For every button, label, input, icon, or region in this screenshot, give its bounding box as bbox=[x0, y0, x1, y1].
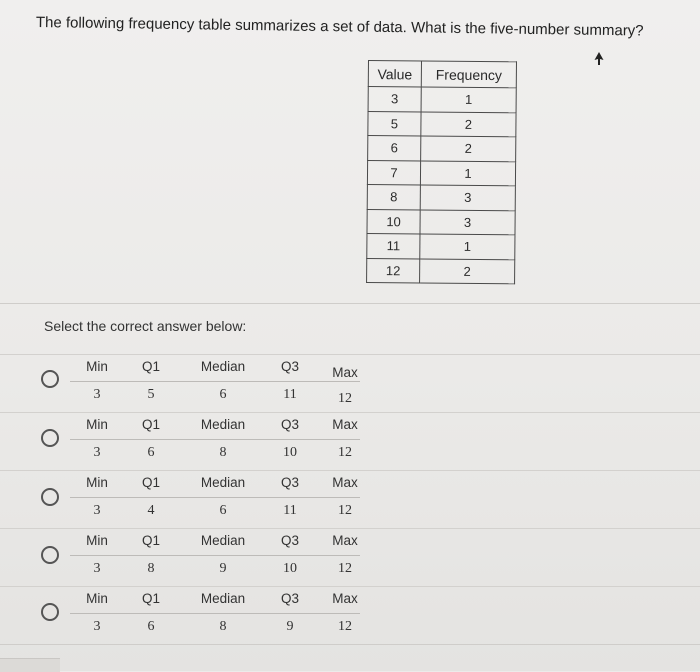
radio-button[interactable] bbox=[41, 429, 59, 447]
q1-header: Q1 bbox=[141, 359, 160, 374]
q1-header: Q1 bbox=[141, 475, 160, 490]
median-value: 6 bbox=[219, 503, 227, 518]
max-header: Max bbox=[332, 475, 358, 490]
footer-tab bbox=[0, 658, 60, 672]
value-cell: 10 bbox=[367, 209, 420, 234]
min-value: 3 bbox=[93, 387, 101, 402]
header-divider bbox=[70, 381, 360, 382]
median-header: Median bbox=[200, 591, 246, 606]
header-divider bbox=[70, 555, 360, 556]
frequency-cell: 2 bbox=[421, 136, 516, 161]
median-value: 6 bbox=[219, 387, 227, 402]
header-divider bbox=[70, 497, 360, 498]
min-header: Min bbox=[86, 591, 108, 606]
median-header: Median bbox=[200, 475, 246, 490]
frequency-cell: 3 bbox=[420, 209, 515, 234]
q3-header: Q3 bbox=[280, 533, 299, 548]
frequency-cell: 1 bbox=[420, 234, 515, 259]
option-summary-table bbox=[70, 531, 360, 583]
section-divider bbox=[0, 644, 700, 645]
max-header: Max bbox=[332, 533, 358, 548]
q3-header: Q3 bbox=[280, 359, 299, 374]
q3-value: 10 bbox=[283, 561, 297, 576]
q3-value: 11 bbox=[283, 503, 297, 518]
answer-option-4[interactable] bbox=[0, 528, 700, 586]
frequency-cell: 1 bbox=[421, 87, 516, 112]
min-header: Min bbox=[86, 417, 108, 432]
header-divider bbox=[70, 613, 360, 614]
q1-value: 8 bbox=[147, 561, 155, 576]
q3-header: Q3 bbox=[280, 475, 299, 490]
answer-option-3[interactable] bbox=[0, 470, 700, 528]
option-summary-table bbox=[70, 589, 360, 641]
option-summary-table bbox=[70, 357, 360, 409]
median-header: Median bbox=[200, 359, 246, 374]
answer-option-2[interactable] bbox=[0, 412, 700, 470]
option-divider bbox=[0, 470, 700, 471]
value-cell: 5 bbox=[368, 111, 421, 136]
frequency-header: Frequency bbox=[421, 61, 516, 88]
value-cell: 6 bbox=[368, 136, 421, 161]
max-header: Max bbox=[332, 417, 358, 432]
option-divider bbox=[0, 412, 700, 413]
q3-header: Q3 bbox=[280, 417, 299, 432]
table-row bbox=[367, 160, 515, 186]
min-header: Min bbox=[86, 359, 108, 374]
min-header: Min bbox=[86, 533, 108, 548]
max-header: Max bbox=[332, 591, 358, 606]
min-value: 3 bbox=[93, 619, 101, 634]
answer-option-1[interactable] bbox=[0, 354, 700, 412]
option-summary-table bbox=[70, 473, 360, 525]
max-value: 12 bbox=[338, 391, 352, 406]
option-divider bbox=[0, 354, 700, 355]
value-cell: 11 bbox=[367, 233, 420, 258]
arrow-cursor-icon bbox=[594, 52, 604, 66]
median-value: 8 bbox=[219, 445, 227, 460]
value-header: Value bbox=[368, 61, 421, 87]
q1-value: 6 bbox=[147, 445, 155, 460]
median-value: 8 bbox=[219, 619, 227, 634]
frequency-table-header bbox=[368, 61, 516, 88]
min-value: 3 bbox=[93, 561, 101, 576]
median-header: Median bbox=[200, 417, 246, 432]
max-value: 12 bbox=[338, 503, 352, 518]
q3-header: Q3 bbox=[280, 591, 299, 606]
q1-value: 5 bbox=[147, 387, 155, 402]
median-header: Median bbox=[200, 533, 246, 548]
option-divider bbox=[0, 528, 700, 529]
max-header: Max bbox=[332, 365, 358, 380]
answer-option-5[interactable] bbox=[0, 586, 700, 644]
max-value: 12 bbox=[338, 619, 352, 634]
frequency-cell: 1 bbox=[420, 160, 515, 185]
table-row bbox=[368, 111, 516, 137]
frequency-table bbox=[366, 60, 517, 284]
option-summary-table bbox=[70, 415, 360, 467]
min-header: Min bbox=[86, 475, 108, 490]
radio-button[interactable] bbox=[41, 488, 59, 506]
table-row bbox=[368, 136, 516, 162]
q1-header: Q1 bbox=[141, 591, 160, 606]
max-value: 12 bbox=[338, 445, 352, 460]
table-row bbox=[367, 209, 515, 235]
option-divider bbox=[0, 586, 700, 587]
q1-value: 6 bbox=[147, 619, 155, 634]
frequency-cell: 2 bbox=[420, 258, 515, 283]
median-value: 9 bbox=[219, 561, 227, 576]
q1-header: Q1 bbox=[141, 533, 160, 548]
radio-button[interactable] bbox=[41, 370, 59, 388]
header-divider bbox=[70, 439, 360, 440]
answer-prompt: Select the correct answer below: bbox=[44, 318, 247, 334]
q3-value: 10 bbox=[283, 445, 297, 460]
radio-button[interactable] bbox=[41, 603, 59, 621]
table-row bbox=[367, 233, 515, 259]
value-cell: 8 bbox=[367, 184, 420, 209]
radio-button[interactable] bbox=[41, 546, 59, 564]
frequency-cell: 3 bbox=[420, 185, 515, 210]
value-cell: 7 bbox=[367, 160, 420, 185]
q3-value: 11 bbox=[283, 387, 297, 402]
q3-value: 9 bbox=[286, 619, 294, 634]
section-divider bbox=[0, 303, 700, 304]
min-value: 3 bbox=[93, 445, 101, 460]
question-text: The following frequency table summarizes a set of data. What is the five-number summary? bbox=[35, 14, 644, 40]
min-value: 3 bbox=[93, 503, 101, 518]
table-row bbox=[367, 258, 515, 284]
table-row bbox=[368, 87, 516, 113]
frequency-cell: 2 bbox=[421, 111, 516, 136]
table-row bbox=[367, 184, 515, 210]
value-cell: 12 bbox=[367, 258, 420, 283]
q1-header: Q1 bbox=[141, 417, 160, 432]
max-value: 12 bbox=[338, 561, 352, 576]
q1-value: 4 bbox=[147, 503, 155, 518]
value-cell: 3 bbox=[368, 87, 421, 112]
